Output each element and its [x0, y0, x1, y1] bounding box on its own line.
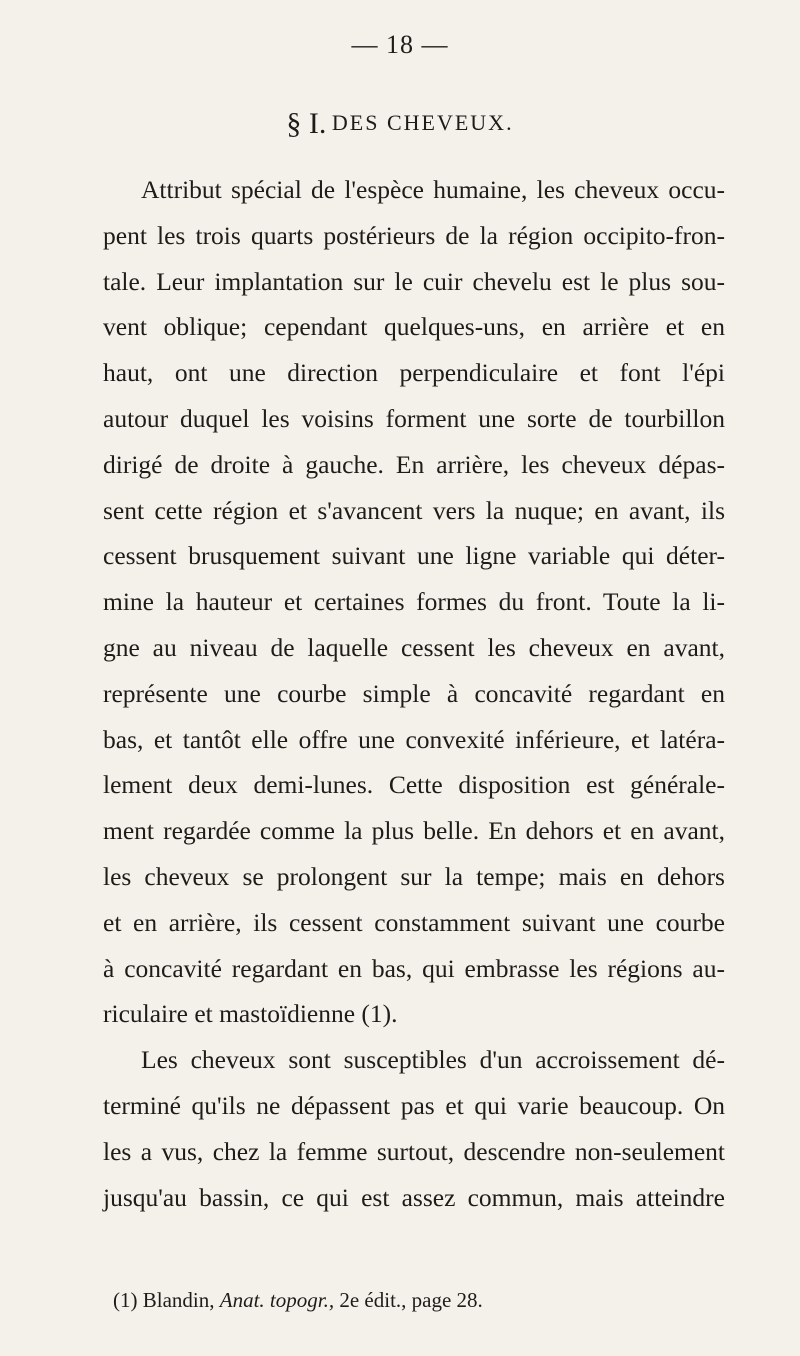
footnote: [113, 1288, 483, 1313]
text-line: sent cette région et s'avancent vers la nuque; en avant, ils: [103, 495, 725, 525]
text-line: jusqu'au bassin, ce qui est assez commun, mais atteindre: [103, 1182, 725, 1212]
text-line: cessent brusquement suivant une ligne variable qui déter-: [103, 541, 725, 571]
text-line: bas, et tantôt elle offre une convexité inférieure, et latéra-: [103, 724, 725, 754]
footnote-edition: 2e édit., page 28.: [339, 1288, 483, 1312]
text-line: Attribut spécial de l'espèce humaine, les cheveux occu-: [141, 175, 725, 204]
text-line: et en arrière, ils cessent constamment suivant une courbe: [103, 907, 725, 937]
text-line: à concavité regardant en bas, qui embrasse les régions au-: [103, 953, 725, 983]
section-heading: [0, 107, 800, 141]
text-line: représente une courbe simple à concavité regardant en: [103, 678, 725, 708]
footnote-work: Anat. topogr.,: [219, 1288, 335, 1312]
footnote-author: Blandin,: [142, 1288, 215, 1312]
text-line: ment regardée comme la plus belle. En dehors et en avant,: [103, 816, 725, 846]
section-title: DES CHEVEUX.: [331, 110, 514, 135]
text-line: dirigé de droite à gauche. En arrière, les cheveux dépas-: [103, 449, 725, 479]
text-line: haut, ont une direction perpendiculaire et font l'épi: [103, 358, 725, 388]
text-line: pent les trois quarts postérieurs de la région occipito-fron-: [103, 220, 725, 250]
page-number: — 18 —: [351, 30, 449, 59]
text-line: lement deux demi-lunes. Cette disposition est générale-: [103, 770, 725, 800]
text-line: mine la hauteur et certaines formes du front. Toute la li-: [103, 587, 725, 617]
section-symbol: § I.: [286, 107, 327, 140]
text-line: autour duquel les voisins forment une sorte de tourbillon: [103, 403, 725, 433]
text-line: Les cheveux sont susceptibles d'un accroissement dé-: [141, 1045, 725, 1075]
text-line: les a vus, chez la femme surtout, descendre non-seulement: [103, 1136, 725, 1166]
text-line: tale. Leur implantation sur le cuir chevelu est le plus sou-: [103, 266, 725, 296]
body-text: [103, 167, 725, 1220]
paragraph-1: [103, 167, 725, 1037]
text-line: vent oblique; cependant quelques-uns, en arrière et en: [103, 312, 725, 342]
text-line: terminé qu'ils ne dépassent pas et qui varie beaucoup. On: [103, 1090, 725, 1120]
text-line: les cheveux se prolongent sur la tempe; mais en dehors: [103, 861, 725, 891]
paragraph-2: [103, 1037, 725, 1220]
footnote-marker: (1): [113, 1288, 138, 1312]
text-line: riculaire et mastoïdienne (1).: [103, 999, 398, 1029]
text-line: gne au niveau de laquelle cessent les cheveux en avant,: [103, 632, 725, 662]
